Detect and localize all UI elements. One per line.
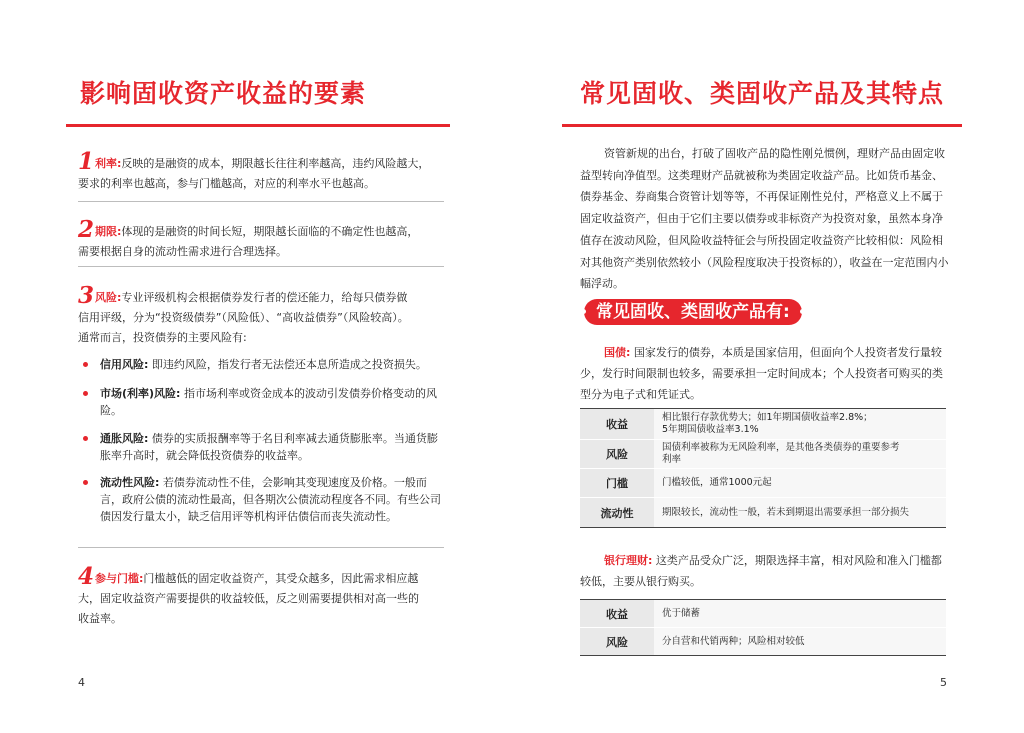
banner-dot-right [800, 309, 805, 314]
bullet-dot [83, 391, 88, 396]
bonds-paragraph: 国债: 国家发行的债券，本质是国家信用，但面向个人投资者发行量较少，发行时间限制也较多，需要承担一定时间成本；个人投资者可购买的类型分为电子式和凭证式。 [580, 346, 943, 401]
risk-item-inflation: 通胀风险: 债券的实质报酬率等于名目利率减去通货膨胀率。当通货膨胀率升高时，就会降低投资债券的收益率。 [88, 430, 446, 464]
table-row: 门槛 门槛较低，通常1000元起 [580, 469, 946, 498]
table-row: 收益 优于储蓄 [580, 600, 946, 628]
factor-threshold: 4参与门槛:门槛越低的固定收益资产，其受众越多，因此需求相应越 大，固定收益资产需要提供的收益较低，反之则需要提供相对高一些的 收益率。 [78, 563, 419, 625]
factor-risk: 3风险:专业评级机构会根据债券发行者的偿还能力，给每只债券做 信用评级，分为“投资级债券”（风险低）、“高收益债券”（风险较高）。 通常而言，投资债券的主要风险有: [78, 282, 409, 344]
bonds-label: 国债: [604, 346, 631, 359]
factor-number: 3 [78, 282, 95, 309]
divider [78, 266, 444, 267]
risk-item-liquidity: 流动性风险: 若债券流动性不佳，会影响其变现速度及价格。一般而言，政府公债的流动性最高，但各期次公债流动程度各不同。有些公司债因发行量太小，缺乏信用评等机构评估债信而丧失流动性。 [88, 474, 446, 525]
factor-number: 4 [78, 563, 95, 590]
table-row: 风险 国债利率被称为无风险利率，是其他各类债券的重要参考 利率 [580, 440, 946, 469]
factor-label: 风险: [95, 291, 122, 304]
risk-item-credit: 信用风险: 即违约风险，指发行者无法偿还本息所造成之投资损失。 [88, 356, 446, 373]
wealth-table [580, 599, 946, 656]
wealth-paragraph: 银行理财: 这类产品受众广泛，期限选择丰富，相对风险和准入门槛都较低，主要从银行购买。 [580, 554, 942, 588]
table-row: 收益 相比银行存款优势大；如1年期国债收益率2.8%； 5年期国债收益率3.1% [580, 409, 946, 440]
risk-item-market: 市场(利率)风险: 指市场利率或资金成本的波动引发债券价格变动的风险。 [88, 385, 446, 419]
banner-dot-left [581, 309, 586, 314]
left-page-title: 影响固收资产收益的要素 [80, 79, 367, 108]
factor-label: 期限: [95, 225, 122, 238]
table-row: 风险 分自营和代销两种；风险相对较低 [580, 628, 946, 656]
page-number-right: 5 [940, 676, 947, 689]
right-title-underline [562, 124, 962, 127]
factor-number: 1 [78, 148, 95, 175]
bullet-dot [83, 436, 88, 441]
products-subtitle: 常见固收、类固收产品有: [584, 299, 802, 325]
bonds-table [580, 408, 946, 528]
factor-interest-rate: 1利率:反映的是融资的成本，期限越长往往利率越高，违约风险越大， 要求的利率也越高，参与门槛越高，对应的利率水平也越高。 [78, 148, 430, 190]
left-title-underline [66, 124, 450, 127]
factor-number: 2 [78, 216, 95, 243]
divider [78, 547, 444, 548]
right-page-title: 常见固收、类固收产品及其特点 [580, 79, 945, 108]
bullet-dot [83, 362, 88, 367]
table-row: 流动性 期限较长，流动性一般，若未到期退出需要承担一部分损失 [580, 498, 946, 528]
wealth-label: 银行理财: [604, 554, 653, 567]
bullet-dot [83, 480, 88, 485]
divider [78, 201, 444, 202]
intro-paragraph: 资管新规的出台，打破了固收产品的隐性刚兑惯例，理财产品由固定收益型转向净值型。这类理财产品就被称为类固定收益产品。比如货币基金、债券基金、券商集合资管计划等等，不再保证刚性兑付，严格意义上不属于固定收益资产，但由于它们主要以债券或非标资产为投资对象，虽然本身净值存在波动风险，但风险收益特征会与所投固定收益资产比较相似：风险相对其他资产类别依然较小（风险程度取决于投资标的），收益在一定范围内小幅浮动。 [580, 147, 949, 291]
page-number-left: 4 [78, 676, 85, 689]
factor-label: 参与门槛: [95, 572, 144, 585]
factor-term: 2期限:体现的是融资的时间长短，期限越长面临的不确定性也越高， 需要根据自身的流动性需求进行合理选择。 [78, 216, 419, 258]
factor-label: 利率: [95, 157, 122, 170]
